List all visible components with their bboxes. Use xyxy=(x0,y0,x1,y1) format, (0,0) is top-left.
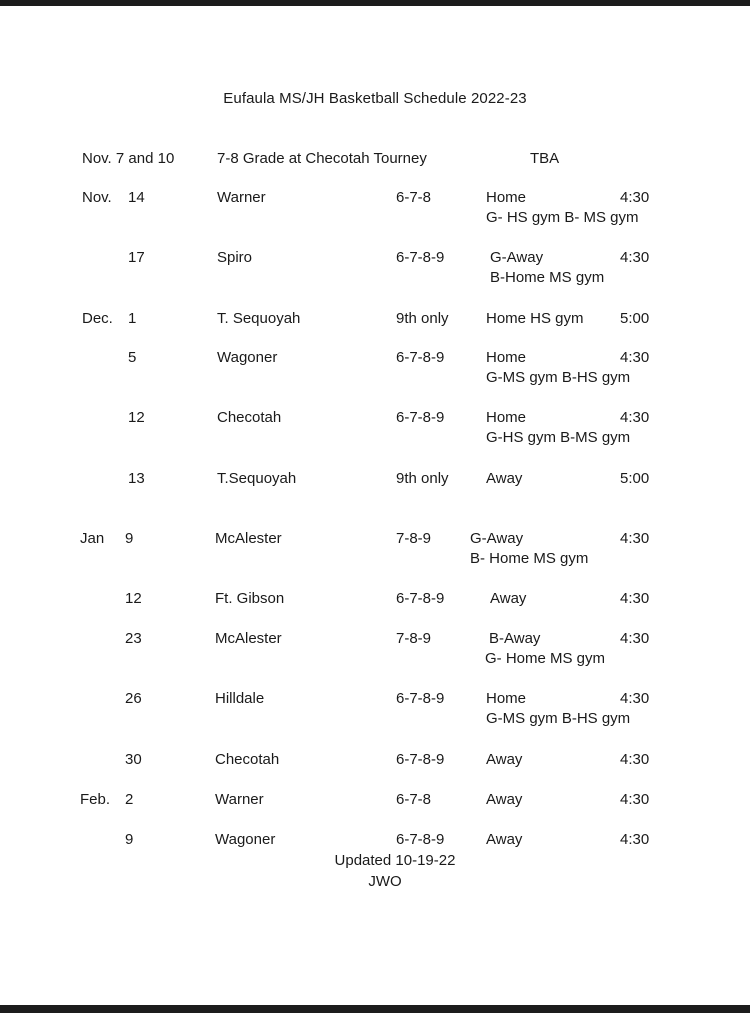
game-opponent: T.Sequoyah xyxy=(217,470,297,487)
game-time: 4:30 xyxy=(620,590,650,607)
game-grades: 7-8-9 xyxy=(396,530,432,547)
game-opponent: Warner xyxy=(215,791,264,808)
game-day: 13 xyxy=(128,470,145,487)
game-opponent: McAlester xyxy=(215,530,282,547)
game-grades: 9th only xyxy=(396,310,449,327)
game-day: 17 xyxy=(128,249,145,266)
game-grades: 6-7-8-9 xyxy=(396,409,445,426)
game-month: Jan xyxy=(80,530,105,547)
game-location-detail: G-HS gym B-MS gym xyxy=(486,429,631,446)
game-opponent: Spiro xyxy=(217,249,253,266)
game-location: Home HS gym xyxy=(486,310,584,327)
game-time: 4:30 xyxy=(620,349,650,366)
game-day: 23 xyxy=(125,630,142,647)
game-opponent: Checotah xyxy=(217,409,282,426)
game-day: 30 xyxy=(125,751,142,768)
game-month: Feb. xyxy=(80,791,111,808)
game-time: 4:30 xyxy=(620,690,650,707)
game-opponent: Ft. Gibson xyxy=(215,590,285,607)
game-grades: 6-7-8-9 xyxy=(396,590,445,607)
game-location: Home xyxy=(486,690,527,707)
game-location-detail: G- HS gym B- MS gym xyxy=(486,209,639,226)
game-grades: 6-7-8-9 xyxy=(396,690,445,707)
game-opponent: McAlester xyxy=(215,630,282,647)
game-time: 5:00 xyxy=(620,310,650,327)
game-location: G-Away xyxy=(490,249,544,266)
game-month: Dec. xyxy=(82,310,113,327)
game-grades: 6-7-8-9 xyxy=(396,249,445,266)
game-day: 2 xyxy=(125,791,134,808)
game-grades: 6-7-8 xyxy=(396,189,432,206)
game-grades: 7-8-9 xyxy=(396,630,432,647)
game-time: 4:30 xyxy=(620,751,650,768)
game-time: 4:30 xyxy=(620,530,650,547)
game-grades: 6-7-8 xyxy=(396,791,432,808)
game-grades: 6-7-8-9 xyxy=(396,751,445,768)
game-location-detail: B-Home MS gym xyxy=(490,269,605,286)
game-day: 14 xyxy=(128,189,145,206)
game-location-detail: G-MS gym B-HS gym xyxy=(486,369,631,386)
game-time: 4:30 xyxy=(620,791,650,808)
game-month: Nov. xyxy=(82,189,112,206)
game-time: 4:30 xyxy=(620,249,650,266)
game-location: Away xyxy=(490,590,527,607)
game-location: Home xyxy=(486,349,527,366)
game-location: Home xyxy=(486,189,527,206)
game-location: Home xyxy=(486,409,527,426)
game-location-detail: G- Home MS gym xyxy=(485,650,606,667)
schedule-title: Eufaula MS/JH Basketball Schedule 2022-23 xyxy=(223,90,527,107)
game-location: Away xyxy=(486,470,523,487)
game-day: 26 xyxy=(125,690,142,707)
game-grades: 6-7-8-9 xyxy=(396,831,445,848)
bottom-border xyxy=(0,1005,750,1013)
updated-note: Updated 10-19-22 xyxy=(334,852,456,869)
tourney-time: TBA xyxy=(530,150,560,167)
game-time: 4:30 xyxy=(620,189,650,206)
game-location: Away xyxy=(486,831,523,848)
tourney-date: Nov. 7 and 10 xyxy=(82,150,175,167)
game-location: B-Away xyxy=(489,630,541,647)
game-time: 4:30 xyxy=(620,630,650,647)
game-day: 12 xyxy=(125,590,142,607)
game-location-detail: B- Home MS gym xyxy=(470,550,589,567)
game-opponent: Checotah xyxy=(215,751,280,768)
game-day: 9 xyxy=(125,831,134,848)
tourney-event: 7-8 Grade at Checotah Tourney xyxy=(217,150,427,167)
game-day: 1 xyxy=(128,310,137,327)
game-opponent: Wagoner xyxy=(215,831,276,848)
game-day: 5 xyxy=(128,349,137,366)
game-time: 5:00 xyxy=(620,470,650,487)
game-opponent: Hilldale xyxy=(215,690,265,707)
game-grades: 6-7-8-9 xyxy=(396,349,445,366)
game-day: 12 xyxy=(128,409,145,426)
author-initials: JWO xyxy=(368,873,402,890)
game-opponent: Warner xyxy=(217,189,266,206)
game-location: G-Away xyxy=(470,530,524,547)
game-location-detail: G-MS gym B-HS gym xyxy=(486,710,631,727)
game-opponent: Wagoner xyxy=(217,349,278,366)
game-time: 4:30 xyxy=(620,831,650,848)
game-grades: 9th only xyxy=(396,470,449,487)
game-location: Away xyxy=(486,791,523,808)
game-opponent: T. Sequoyah xyxy=(217,310,301,327)
game-day: 9 xyxy=(125,530,134,547)
game-location: Away xyxy=(486,751,523,768)
game-time: 4:30 xyxy=(620,409,650,426)
top-border xyxy=(0,0,750,6)
